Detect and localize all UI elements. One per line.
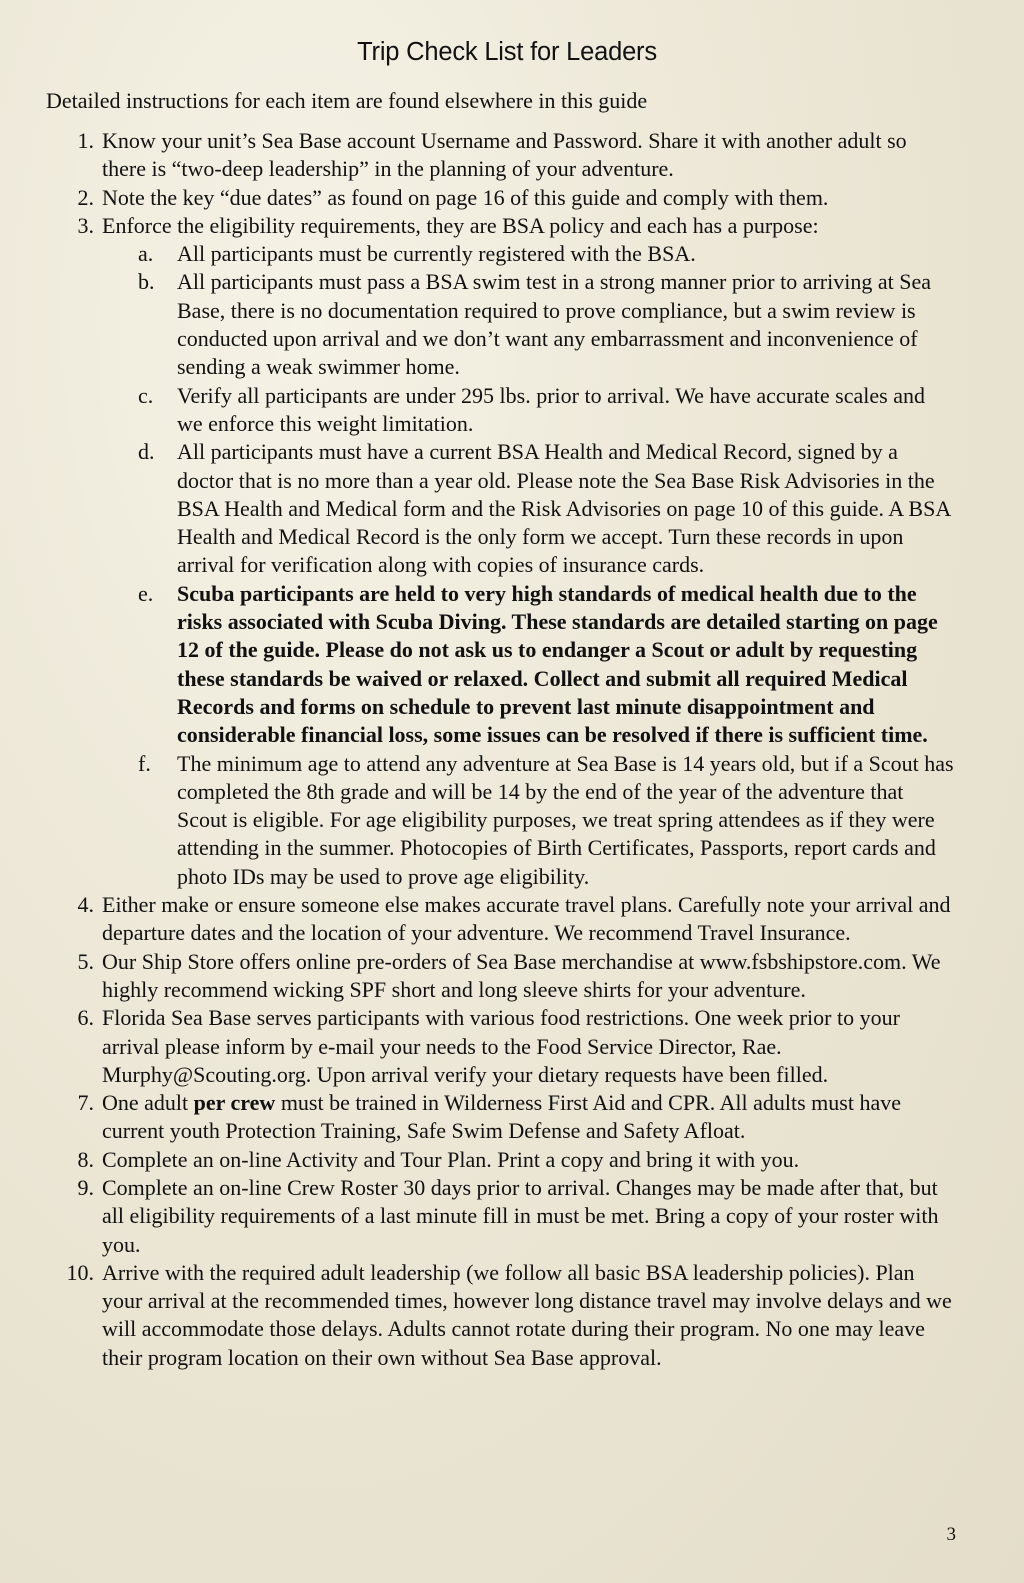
subitem-letter: f.: [138, 750, 151, 776]
subitem-text: All participants must have a current BSA Health and Medical Record, signed by a doctor that is no more than a year old. Please note the Sea Base Risk Advisories in the BSA Health and Medical form and the Risk Advisories on page 10 of this guide. A BSA Health and Medical Record is the only form we accept. Turn these records in upon arrival for verification along with copies of insurance cards.: [177, 439, 950, 578]
item-number: 7.: [77, 1090, 94, 1116]
subitem-text-bold: Scuba participants are held to very high standards of medical health due to the risks associated with Scuba Diving. These standards are detailed starting on page 12 of the guide. Please do not ask us to endanger a Scout or adult by requesting these standards be waived or relaxed. Collect and submit all required Medical Records and forms on schedule to prevent last minute disappointment and considerable financial loss, some issues can be resolved if there is sufficient time.: [177, 580, 938, 748]
item-number: 6.: [77, 1005, 94, 1031]
item-text: Florida Sea Base serves participants with various food restrictions. One week prior to your arrival please inform by e-mail your needs to the Food Service Director, Rae. Murphy@Scouting.org. Upon arrival verify your dietary requests have been filled.: [102, 1005, 900, 1087]
checklist-item-10: [46, 1259, 954, 1372]
subitem-f: [102, 750, 954, 891]
checklist: [46, 127, 954, 1372]
subitem-e: [102, 580, 954, 750]
item-number: 9.: [77, 1174, 94, 1200]
item-text-after: must be trained in Wilderness First Aid and CPR. All adults must have current youth Protection Training, Safe Swim Defense and Safety Afloat.: [102, 1090, 901, 1144]
item-text-bold: per crew: [193, 1090, 276, 1116]
subitem-letter: d.: [138, 439, 155, 465]
page-title: Trip Check List for Leaders: [357, 38, 657, 66]
checklist-item-6: [46, 1004, 954, 1089]
item-text-before: One adult: [102, 1090, 194, 1116]
item-text: Know your unit’s Sea Base account Username and Password. Share it with another adult so there is “two-deep leadership” in the planning of your adventure.: [102, 128, 907, 182]
subitem-c: [102, 382, 954, 439]
checklist-item-8: [46, 1146, 954, 1174]
item-number: 10.: [66, 1259, 94, 1285]
subitem-letter: c.: [138, 382, 154, 408]
subitem-letter: a.: [138, 241, 154, 267]
item-text: Arrive with the required adult leadership (we follow all basic BSA leadership policies). Plan your arrival at the recommended times, however long distance travel may involve delays and we will accommodate those delays. Adults cannot rotate during their program. No one may leave their program location on their own without Sea Base approval.: [102, 1259, 952, 1370]
item-number: 8.: [77, 1146, 94, 1172]
item-text: Note the key “due dates” as found on page 16 of this guide and comply with them.: [102, 184, 829, 210]
checklist-item-2: [46, 184, 954, 212]
subitem-d: [102, 438, 954, 579]
subitem-text: All participants must pass a BSA swim test in a strong manner prior to arriving at Sea Base, there is no documentation required to prove compliance, but a swim review is conducted upon arrival and we don’t want any embarrassment and inconvenience of sending a weak swimmer home.: [177, 269, 931, 380]
item-text: Complete an on-line Crew Roster 30 days prior to arrival. Changes may be made after that, but all eligibility requirements of a last minute fill in must be met. Bring a copy of your roster with you.: [102, 1174, 939, 1257]
subitem-text: The minimum age to attend any adventure at Sea Base is 14 years old, but if a Scout has completed the 8th grade and will be 14 by the end of the year of the adventure that Scout is eligible. For age eligibility purposes, we treat spring attendees as if they were attending in the summer. Photocopies of Birth Certificates, Passports, report cards and photo IDs may be used to prove age eligibility.: [177, 750, 954, 889]
checklist-item-4: [46, 891, 954, 948]
checklist-item-3: [46, 212, 954, 891]
item-text: Our Ship Store offers online pre-orders of Sea Base merchandise at www.fsbshipstore.com. We highly recommend wicking SPF short and long sleeve shirts for your adventure.: [102, 948, 941, 1002]
item-number: 1.: [77, 128, 94, 153]
checklist-item-1: [46, 127, 954, 184]
subitem-letter: b.: [138, 269, 155, 295]
item-text: Complete an on-line Activity and Tour Plan. Print a copy and bring it with you.: [102, 1146, 800, 1172]
item-number: 3.: [77, 212, 94, 238]
item-number: 2.: [77, 184, 94, 210]
item-text: Either make or ensure someone else makes accurate travel plans. Carefully note your arrival and departure dates and the location of your adventure. We recommend Travel Insurance.: [102, 892, 951, 946]
checklist-item-9: [46, 1174, 954, 1259]
eligibility-sublist: [102, 240, 954, 891]
item-number: 4.: [77, 892, 94, 918]
checklist-item-7: [46, 1089, 954, 1146]
page-number: 3: [946, 1524, 956, 1545]
subitem-text: All participants must be currently registered with the BSA.: [177, 241, 696, 267]
checklist-item-5: [46, 948, 954, 1005]
item-number: 5.: [77, 948, 94, 974]
subitem-a: [102, 240, 954, 268]
subitem-letter: e.: [138, 580, 154, 606]
subitem-text: Verify all participants are under 295 lbs. prior to arrival. We have accurate scales and we enforce this weight limitation.: [177, 382, 925, 436]
item-text: Enforce the eligibility requirements, they are BSA policy and each has a purpose:: [102, 212, 819, 238]
subitem-b: [102, 268, 954, 381]
intro-text: Detailed instructions for each item are found elsewhere in this guide: [46, 88, 648, 113]
